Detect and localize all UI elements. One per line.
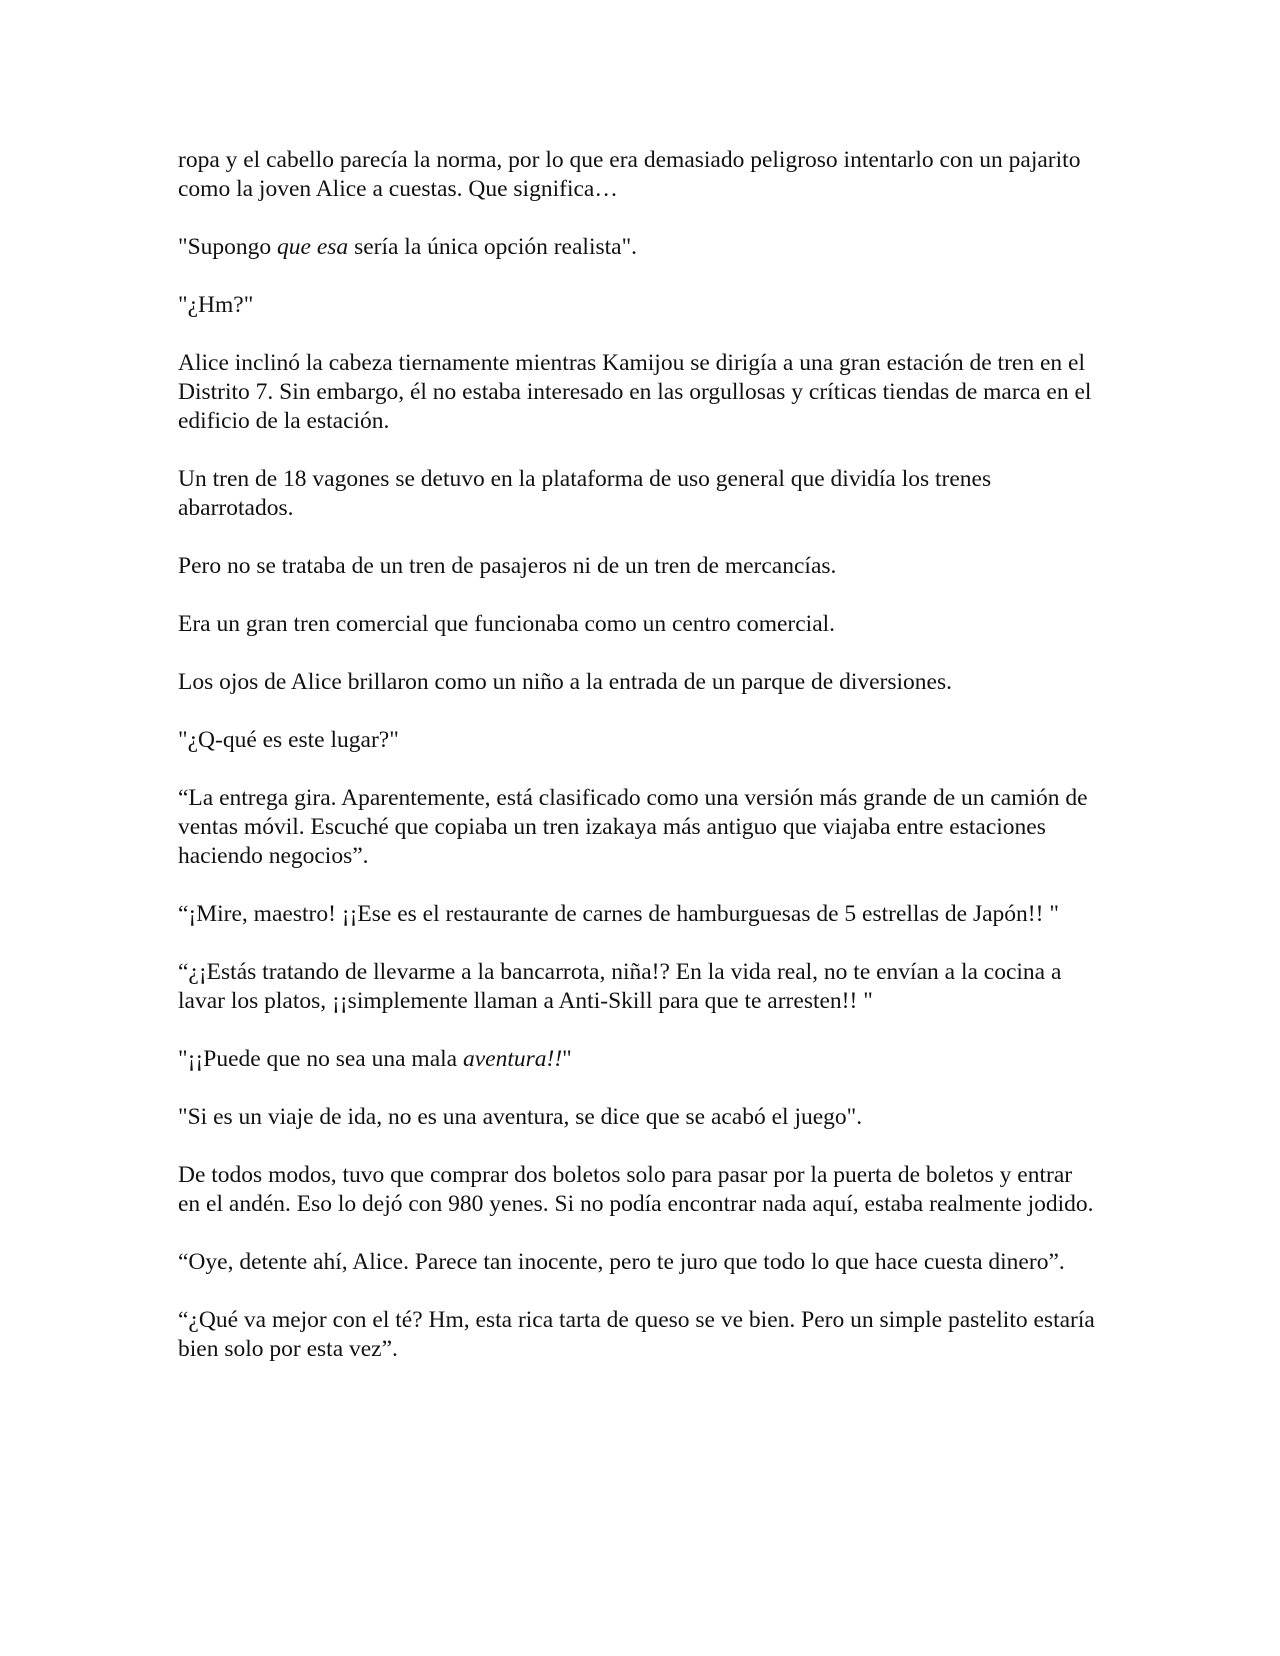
paragraph-14: "Si es un viaje de ida, no es una aventura, se dice que se acabó el juego". — [178, 1104, 863, 1130]
paragraph-6: Pero no se trataba de un tren de pasajeros ni de un tren de mercancías. — [178, 553, 837, 579]
paragraph-11: “¡Mire, maestro! ¡¡Ese es el restaurante de carnes de hamburguesas de 5 estrellas de Japón!! " — [178, 901, 1059, 927]
paragraph-13-pre: "¡¡Puede que no sea una mala — [178, 1046, 463, 1072]
paragraph-15: De todos modos, tuvo que comprar dos boletos solo para pasar por la puerta de boletos y entrar en el andén. Eso lo dejó con 980 yenes. Si no podía encontrar nada aquí, estaba realmente jodido. — [178, 1162, 1094, 1217]
paragraph-13-italic: aventura!! — [462, 1046, 563, 1072]
paragraph-7: Era un gran tren comercial que funcionaba como un centro comercial. — [178, 611, 836, 637]
paragraph-1: ropa y el cabello parecía la norma, por lo que era demasiado peligroso intentarlo con un pajarito como la joven Alice a cuestas. Que significa… — [178, 147, 1081, 202]
paragraph-12: “¿¡Estás tratando de llevarme a la bancarrota, niña!? En la vida real, no te envían a la cocina a lavar los platos, ¡¡simplemente llaman a Anti-Skill para que te arresten!! " — [178, 959, 1062, 1014]
paragraph-13 — [178, 1045, 1098, 1074]
paragraph-5: Un tren de 18 vagones se detuvo en la plataforma de uso general que dividía los trenes abarrotados. — [178, 466, 992, 521]
paragraph-9: "¿Q-qué es este lugar?" — [178, 727, 399, 753]
paragraph-3: "¿Hm?" — [178, 292, 254, 318]
paragraph-2 — [178, 233, 1098, 262]
paragraph-8: Los ojos de Alice brillaron como un niño a la entrada de un parque de diversiones. — [178, 669, 952, 695]
paragraph-16: “Oye, detente ahí, Alice. Parece tan inocente, pero te juro que todo lo que hace cuesta dinero”. — [178, 1249, 1065, 1275]
paragraph-2-italic: que esa — [277, 234, 349, 260]
paragraph-10: “La entrega gira. Aparentemente, está clasificado como una versión más grande de un camión de ventas móvil. Escuché que copiaba un tren izakaya más antiguo que viajaba entre estaciones haciendo negocios”. — [178, 785, 1088, 869]
document-page — [178, 146, 1098, 1393]
paragraph-4: Alice inclinó la cabeza tiernamente mientras Kamijou se dirigía a una gran estación de tren en el Distrito 7. Sin embargo, él no estaba interesado en las orgullosas y críticas tiendas de marca en el edificio de la estación. — [178, 350, 1092, 434]
paragraph-2-post: sería la única opción realista". — [348, 234, 638, 260]
paragraph-2-pre: "Supongo — [178, 234, 278, 260]
paragraph-17: “¿Qué va mejor con el té? Hm, esta rica tarta de queso se ve bien. Pero un simple pastelito estaría bien solo por esta vez”. — [178, 1307, 1095, 1362]
paragraph-13-post: " — [562, 1046, 572, 1072]
